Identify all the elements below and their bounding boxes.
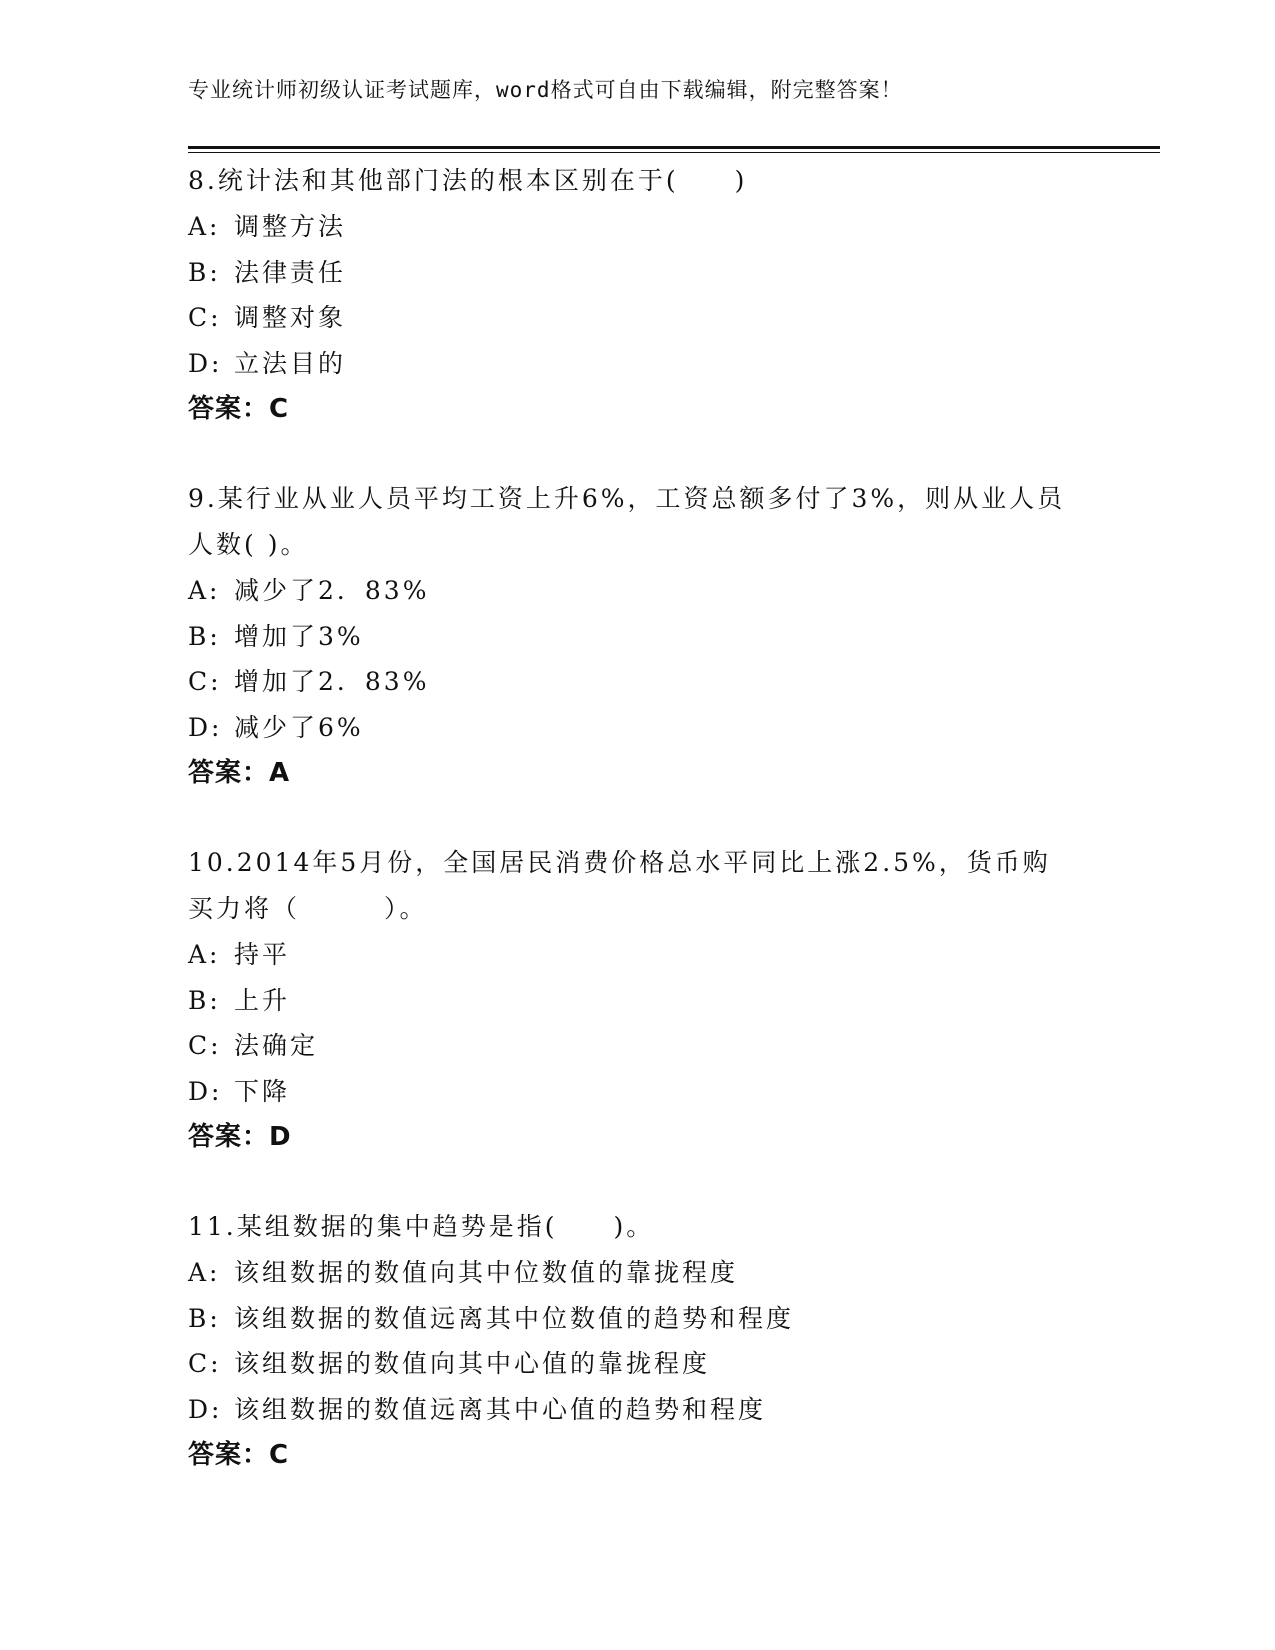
option-a: [188, 932, 1088, 978]
option-letter: D:: [188, 348, 223, 378]
option-letter: D:: [188, 712, 223, 742]
question-stem: 11.某组数据的集中趋势是指( )。: [188, 1212, 655, 1241]
option-d: [188, 1387, 1088, 1433]
option-letter: D:: [188, 1076, 223, 1106]
option-b: [188, 614, 1088, 660]
answer-line: 答案：D: [188, 1122, 292, 1152]
option-d: [188, 1069, 1088, 1115]
option-text: 持平: [234, 940, 291, 969]
option-letter: C:: [188, 1349, 222, 1378]
option-b: [188, 978, 1088, 1024]
option-a: [188, 1250, 1088, 1296]
option-text: 增加了3%: [234, 621, 364, 651]
option-text: 法律责任: [234, 257, 347, 287]
answer-line: 答案：A: [188, 758, 291, 788]
option-letter: C:: [188, 667, 222, 696]
option-d: [188, 341, 1088, 387]
option-text: 该组数据的数值远离其中位数值的趋势和程度: [234, 1303, 795, 1333]
option-c: [188, 295, 1088, 341]
option-letter: A:: [188, 1258, 221, 1287]
option-a: [188, 204, 1088, 250]
option-text: 下降: [234, 1076, 291, 1106]
option-text: 减少了2．83%: [234, 576, 430, 605]
question-stem: 8.统计法和其他部门法的根本区别在于( ): [188, 166, 748, 195]
option-letter: C:: [188, 1031, 222, 1060]
option-letter: B:: [188, 621, 221, 651]
option-a: [188, 568, 1088, 614]
option-text: 该组数据的数值远离其中心值的趋势和程度: [234, 1394, 767, 1424]
option-b: [188, 250, 1088, 296]
option-letter: A:: [188, 576, 221, 605]
option-letter: B:: [188, 1303, 221, 1333]
option-d: [188, 705, 1088, 751]
option-letter: D:: [188, 1394, 223, 1424]
question-stem: 9.某行业从业人员平均工资上升6%，工资总额多付了3%，则从业人员人数( )。: [188, 484, 1066, 559]
question-list: [188, 158, 1088, 1522]
option-text: 增加了2．83%: [234, 667, 430, 696]
question-10: [188, 840, 1088, 1160]
option-b: [188, 1296, 1088, 1342]
header-rule-thick: [188, 146, 1160, 149]
question-stem: 10.2014年5月份，全国居民消费价格总水平同比上涨2.5%，货币购买力将（ ）。: [188, 848, 1051, 923]
page-header: 专业统计师初级认证考试题库，word格式可自由下载编辑，附完整答案！: [188, 78, 903, 102]
option-letter: C:: [188, 303, 222, 332]
option-text: 法确定: [234, 1031, 319, 1060]
option-text: 立法目的: [234, 348, 347, 378]
option-text: 调整对象: [234, 303, 347, 332]
option-text: 该组数据的数值向其中位数值的靠拢程度: [234, 1258, 739, 1287]
option-letter: A:: [188, 212, 221, 241]
answer-line: 答案：C: [188, 394, 290, 424]
option-letter: B:: [188, 985, 221, 1015]
option-text: 减少了6%: [234, 712, 364, 742]
header-rule-thin: [188, 152, 1160, 153]
option-text: 上升: [234, 985, 291, 1015]
question-8: [188, 158, 1088, 432]
option-letter: A:: [188, 940, 221, 969]
option-text: 该组数据的数值向其中心值的靠拢程度: [234, 1349, 711, 1378]
option-c: [188, 659, 1088, 705]
option-text: 调整方法: [234, 212, 347, 241]
question-11: [188, 1204, 1088, 1478]
question-9: [188, 476, 1088, 796]
option-letter: B:: [188, 257, 221, 287]
option-c: [188, 1341, 1088, 1387]
option-c: [188, 1023, 1088, 1069]
answer-line: 答案：C: [188, 1440, 290, 1470]
